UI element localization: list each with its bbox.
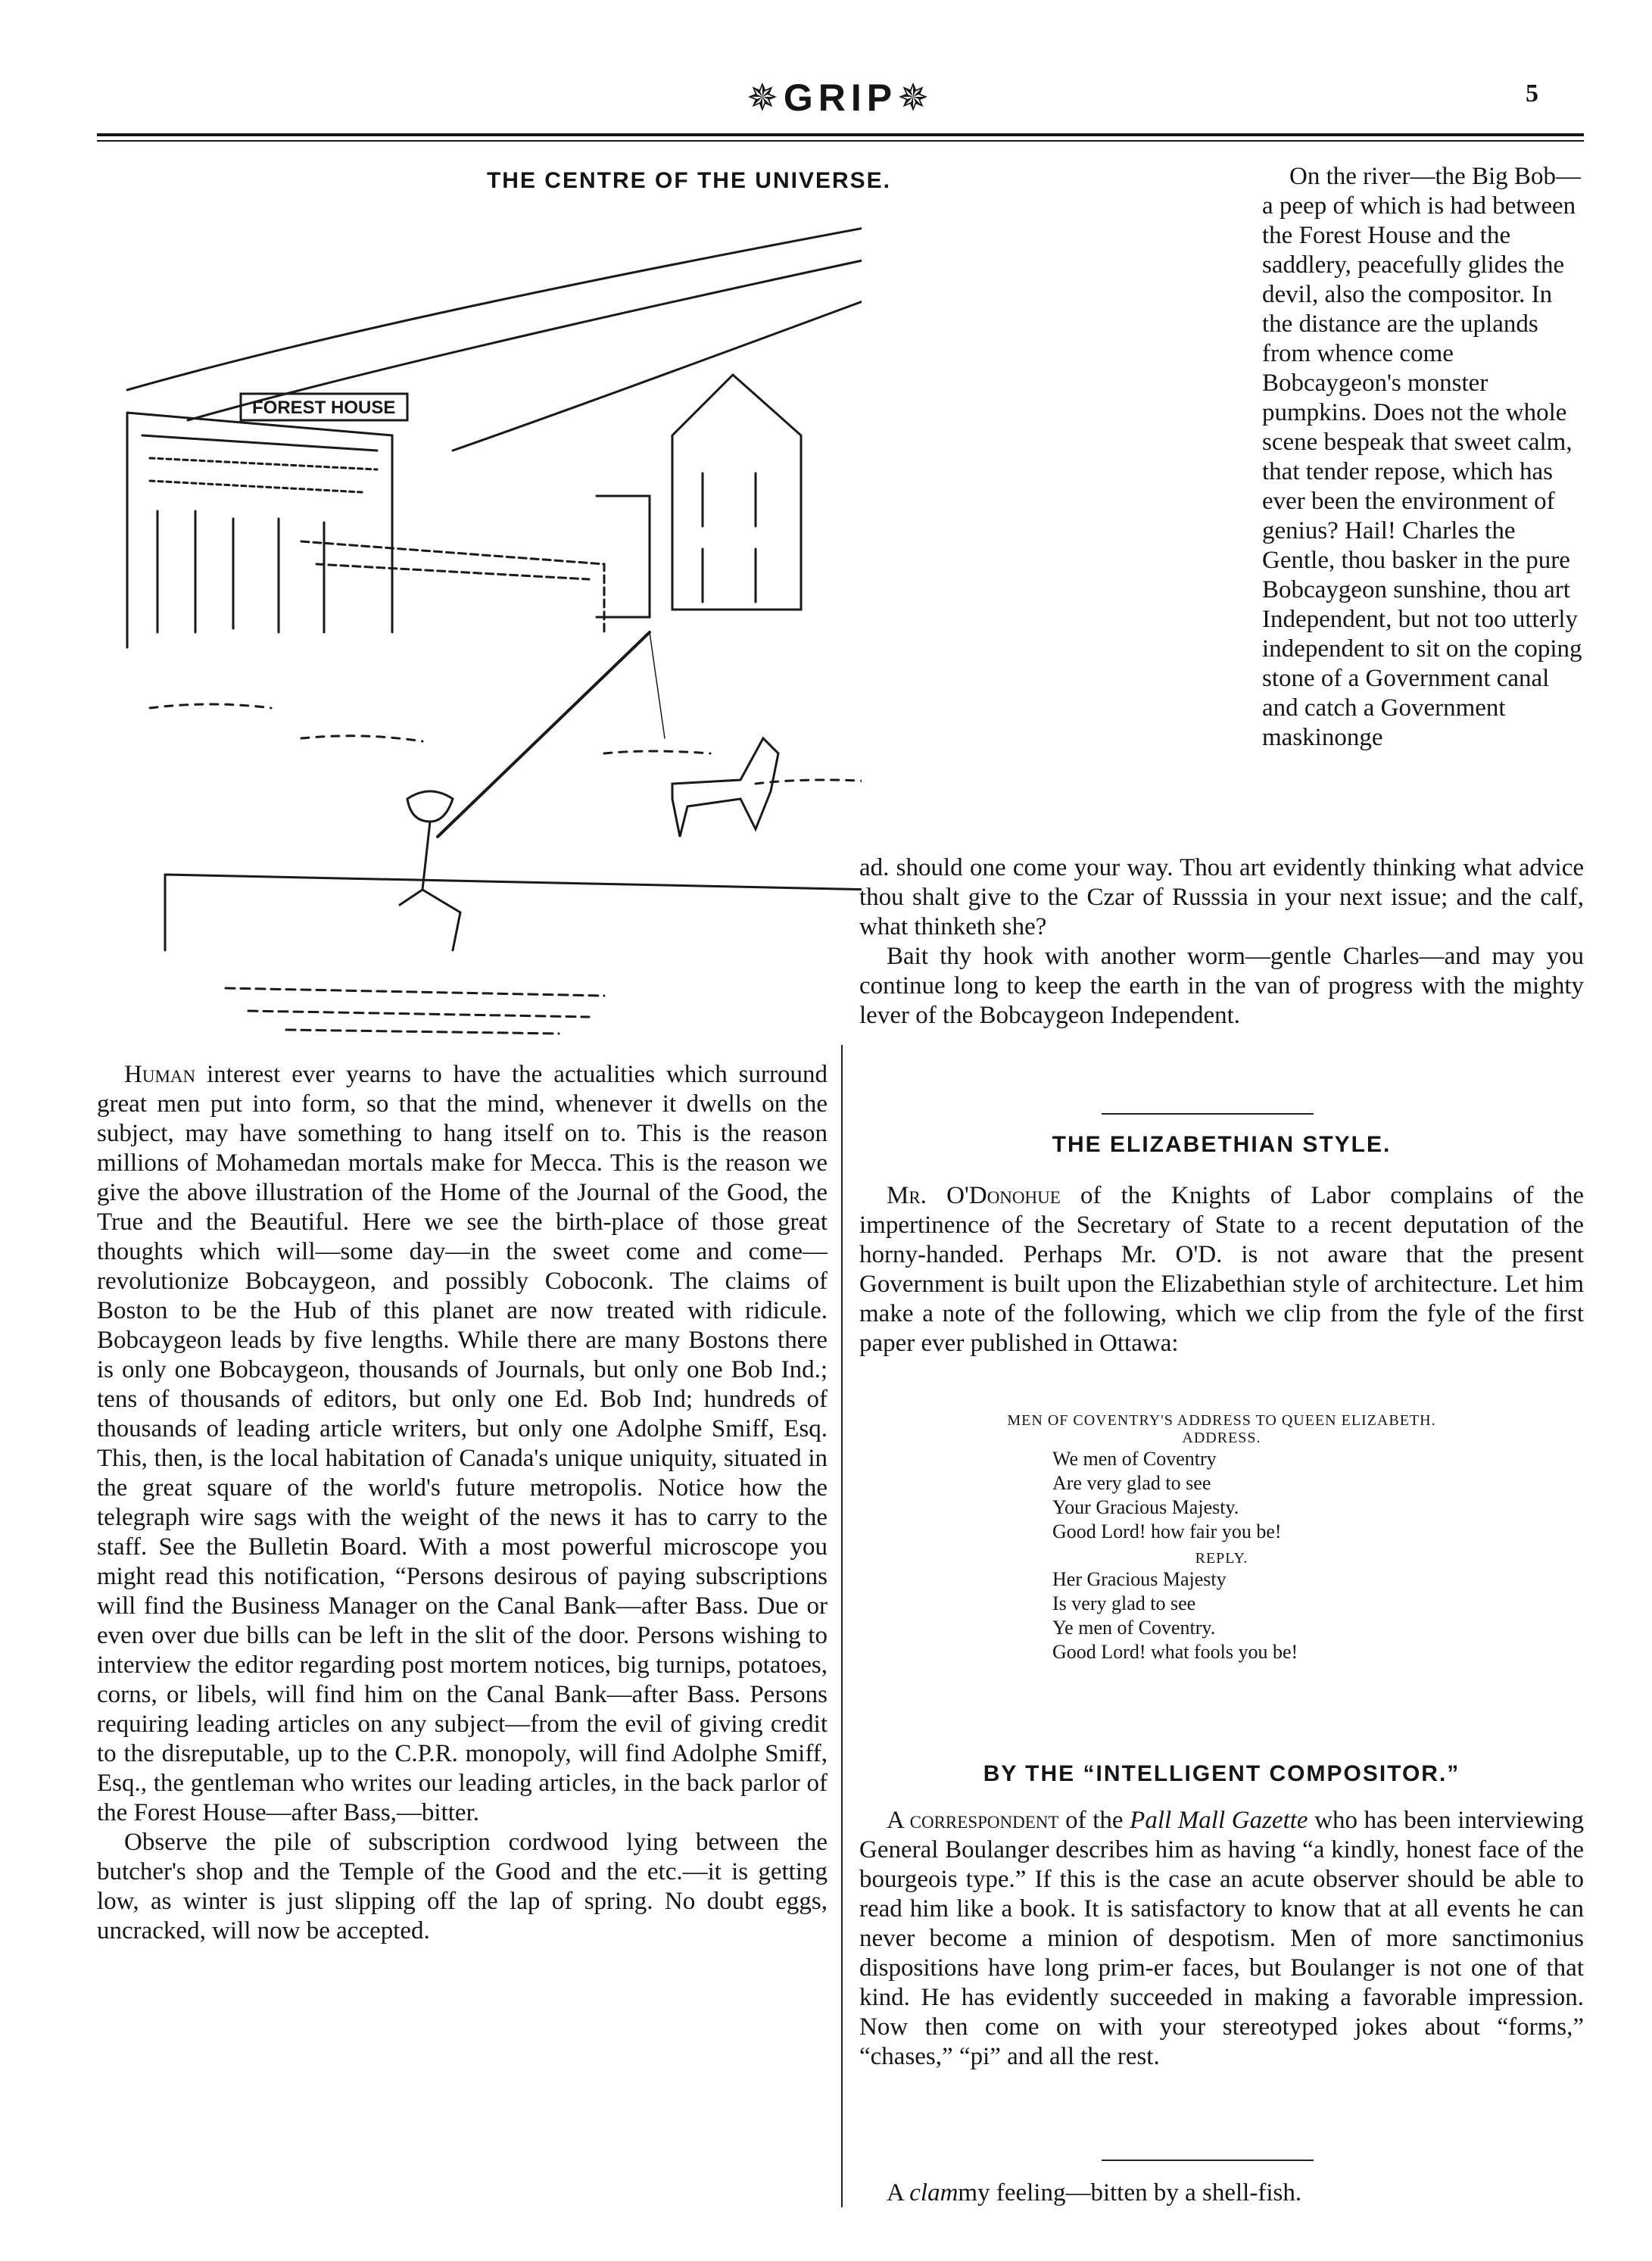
- article-left-column: [97, 1060, 828, 1946]
- article-heading-elizabethian: THE ELIZABETHIAN STYLE.: [1052, 1132, 1392, 1157]
- paragraph-human-interest: [97, 1060, 828, 1828]
- paragraph-body: interest ever yearns to have the actualities which surround great men put into form, so that the mind, whenever it dwells on the subject, may have something to hang itself on to. This is the reason millions of Mohamedan mortals make for Mecca. This is the reason we give the above illustration of the Home of the Journal of the Good, the True and the Beautiful. Here we see the birth-place of those great thoughts which will—some day—in the sweet come and come—revolutionize Bobcaygeon, and possibly Coboconk. The claims of Boston to be the Hub of this planet are now treated with ridicule. Bobcaygeon leads by five lengths. While there are many Bostons there is only one Bobcaygeon, thousands of Journals, but only one Bob Ind.; tens of thousands of editors, but only one Ed. Bob Ind; hundreds of thousands of leading article writers, but only one Adolphe Smiff, Esq. This, then, is the local habitation of Canada's unique uniquity, situated in the great square of the world's future metropolis. Notice how the telegraph wire sags with the weight of the news it has to carry to the staff. See the Bulletin Board. With a most powerful microscope you might read this notification, “Persons desirous of paying subscriptions will find the Business Manager on the Canal Bank—after Bass. Due or even over due bills can be left in the slit of the door. Persons wishing to interview the editor regarding post mortem notices, big turnips, potatoes, corns, or libels, will find him on the Canal Bank—after Bass. Persons requiring leading articles on any subject—from the evil of giving credit to the disreputable, up to the C.P.R. monopoly, will find Adolphe Smiff, Esq., the gentleman who writes our leading articles, in the back parlor of the Forest House—after Bass,—bitter.: [97, 1061, 828, 1826]
- paragraph-bait: Bait thy hook with another worm—gentle Charles—and may you continue long to keep the earth in the van of progress with the mighty lever of the Bobcaygeon Independent.: [859, 943, 1584, 1029]
- section-separator: [1102, 2160, 1314, 2161]
- paragraph-cordwood: Observe the pile of subscription cordwood lying between the butcher's shop and the Temple of the Good and the etc.—it is getting low, as winter is just slipping off the lap of spring. No doubt eggs, uncracked, will now be accepted.: [97, 1829, 828, 1944]
- telegraph-wire: [127, 216, 862, 390]
- paragraph-body: of the Knights of Labor complains of the impertinence of the Secretary of State to a recent deputation of the horny-handed. Perhaps Mr. O'D. is not aware that the present Government is built upon the Elizabethian style of architecture. Let him make a note of the following, which we clip from the fyle of the first paper ever published in Ottawa:: [859, 1182, 1585, 1357]
- article-heading-compositor: BY THE “INTELLIGENT COMPOSITOR.”: [983, 1761, 1460, 1786]
- closing-joke: [859, 2178, 1584, 2208]
- article-compositor: [859, 1806, 1584, 2072]
- building-house: [672, 375, 801, 610]
- poem-line: Are very glad to see: [1052, 1472, 1211, 1494]
- italic-publication-name: Pall Mall Gazette: [1130, 1807, 1308, 1834]
- closing-prefix: A: [887, 2179, 904, 2206]
- calf: [672, 738, 778, 837]
- lead-word: A correspondent: [887, 1807, 1059, 1834]
- paragraph-boulanger: [859, 1806, 1584, 2072]
- building-forest-house: [127, 413, 392, 647]
- masthead-title: ✵GRIP✵: [746, 76, 935, 119]
- article-right-continued: [859, 853, 1584, 1031]
- lead-word: Human: [124, 1061, 196, 1088]
- poem-line: Your Gracious Majesty.: [1052, 1496, 1239, 1518]
- poem-line: Her Gracious Majesty: [1052, 1568, 1227, 1590]
- poem-address-label: ADDRESS.: [1182, 1430, 1261, 1446]
- closing-italic: clam: [909, 2179, 958, 2206]
- canal-wall: [165, 875, 862, 950]
- telegraph-wire: [453, 276, 862, 451]
- fishing-rod: [438, 632, 650, 837]
- poem-title: MEN OF COVENTRY'S ADDRESS TO QUEEN ELIZABETH.: [1007, 1412, 1436, 1429]
- illustration-forest-house-scene: [74, 208, 862, 1041]
- water-ripples: [226, 988, 604, 1034]
- section-separator: [1102, 1113, 1314, 1115]
- sign-forest-house: FOREST HOUSE: [252, 398, 396, 418]
- poem-line: We men of Coventry: [1052, 1448, 1217, 1470]
- paragraph-river: On the river—the Big Bob—a peep of which is had between the Forest House and the saddlery, peacefully glides the devil, also the compositor. In the distance are the uplands from whence come Bobcaygeon's monster pumpkins. Does not the whole scene bespeak that sweet calm, that tender repose, which has ever been the environment of genius? Hail! Charles the Gentle, thou basker in the pure Bobcaygeon sunshine, thou art Independent, but not too utterly independent to sit on the coping stone of a Government canal and catch a Government maskinonge: [1262, 163, 1582, 751]
- poem-line: Good Lord! what fools you be!: [1052, 1641, 1298, 1663]
- paragraph-pre-italic: of the: [1065, 1807, 1124, 1834]
- poem-reply-label: REPLY.: [1195, 1550, 1248, 1567]
- article-heading-centre-of-universe: THE CENTRE OF THE UNIVERSE.: [486, 168, 892, 193]
- header-rule-thin: [97, 140, 1584, 142]
- page-number: 5: [1526, 80, 1538, 108]
- poem-line: Is very glad to see: [1052, 1592, 1196, 1614]
- poem-line: Ye men of Coventry.: [1052, 1617, 1216, 1639]
- column-divider: [841, 1045, 843, 2207]
- poem-coventry: [859, 1412, 1584, 1664]
- fisherman: [400, 791, 460, 950]
- paragraph-odonohue: [859, 1181, 1584, 1358]
- poem-line: Good Lord! how fair you be!: [1052, 1520, 1282, 1542]
- article-right-column: [1262, 162, 1584, 753]
- article-elizabethian: [859, 1181, 1584, 1358]
- closing-rest: my feeling—bitten by a shell-fish.: [958, 2179, 1302, 2206]
- paragraph-clammy: [859, 2178, 1584, 2208]
- paragraph-continued: ad. should one come your way. Thou art evidently thinking what advice thou shalt give to the Czar of Russsia in your next issue; and the calf, what thinketh she?: [859, 854, 1584, 940]
- header-rule-thick: [97, 133, 1584, 136]
- lead-word: Mr. O'Donohue: [887, 1182, 1061, 1209]
- paragraph-body: who has been interviewing General Boulanger describes him as having “a kindly, honest face of the bourgeois type.” If this is the case an acute observer should be able to read him like a book. It is satisfactory to know that at all events he can never become a minion of despotism. Men of more sanctimonius dispositions have long prim-er faces, but Boulanger is not one of that kind. He has evidently succeeded in making a favorable impression. Now then come on with your stereotyped jokes about “forms,” “chases,” “pi” and all the rest.: [859, 1807, 1585, 2070]
